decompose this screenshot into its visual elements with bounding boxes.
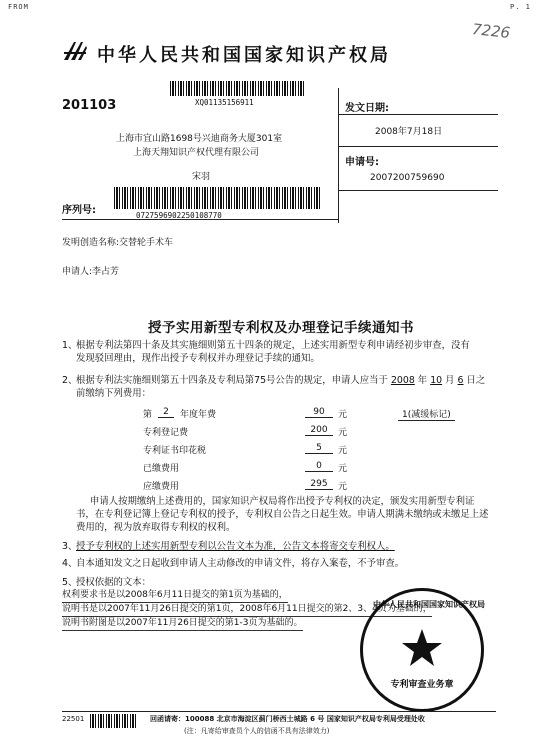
para1-number: 1、: [62, 340, 78, 351]
cnipa-logo-icon: [62, 40, 88, 62]
application-number-value: 2007200759690: [370, 173, 445, 183]
para1-line2: 发现驳回理由，现作出授予专利权并办理登记手续的通知。: [76, 353, 320, 364]
para2-number: 2、: [62, 375, 78, 386]
application-number-label: 申请号:: [345, 157, 379, 168]
barcode-bottom: [114, 187, 320, 209]
para2-line1: [76, 374, 485, 387]
footer-rule: [62, 711, 496, 712]
deadline-day: 6: [457, 375, 464, 386]
barcode-bottom-text: 0727596902250108770: [136, 211, 222, 220]
invention-name-row: [62, 235, 173, 248]
deadline-month: 10: [430, 375, 443, 386]
notice-title: 授予实用新型专利权及办理登记手续通知书: [148, 320, 414, 336]
fee-row1-year: 2: [158, 407, 174, 418]
applicant-row: [62, 264, 119, 277]
fee-row5-unit: 元: [338, 482, 348, 492]
fax-from: FROM: [8, 3, 29, 11]
fee-row1-note: 1(减缓标记): [398, 407, 455, 421]
fee-explanation-line3: 费用的，视为放弃取得专利权的权利。: [76, 522, 236, 533]
fee-row3-label: 专利证书印花税: [143, 446, 207, 456]
fee-row2-label: 专利登记费: [143, 428, 189, 438]
seal-bottom-text: 专利审查业务章: [390, 680, 454, 690]
para2-line1-d: 日之: [466, 375, 486, 386]
para5-number: 5、: [62, 577, 78, 588]
fee-row5-value: 295: [305, 479, 333, 490]
barcode-top: [170, 81, 306, 96]
deadline-year: 2008: [390, 375, 415, 386]
footer-barcode: [90, 714, 138, 728]
serial-label: 序列号:: [62, 205, 96, 216]
fee-row1-label-b: 年度年费: [180, 410, 217, 420]
fee-row3-unit: 元: [338, 446, 348, 456]
para2-line2: 前缴纳下列费用：: [76, 388, 152, 399]
footer-return: [150, 714, 425, 724]
para2-line1-a: 根据专利法实施细则第五十四条及专利局第75号公告的规定，申请人应当于: [76, 375, 388, 386]
footer-code: 22501: [62, 715, 85, 723]
fee-row2-unit: 元: [338, 428, 348, 438]
seal-text: 中华人民共和国国家知识产权局: [373, 600, 485, 609]
date-label: 发文日期:: [345, 103, 389, 114]
invention-name-label: 发明创造名称:: [62, 238, 120, 248]
fax-page: P. 1: [510, 3, 531, 11]
footer-return-address: 100088 北京市海淀区蓟门桥西土城路 6 号 国家知识产权局专利局受理处收: [185, 715, 425, 723]
fee-row2-value: 200: [305, 425, 333, 436]
fee-explanation-line2: 书，在专利登记簿上登记专利权的授予，专利权自公告之日起生效。申请人期满未缴纳或未缴足上述: [76, 509, 489, 520]
para2-line1-b: 年: [417, 375, 428, 386]
date-value-line: [338, 146, 498, 147]
basis-claims: 权利要求书是以2008年6月11日提交的第1页为基础的，: [62, 589, 288, 603]
applicant-value: 李占芳: [92, 267, 120, 277]
fee-row1-value: 90: [305, 407, 333, 418]
handwritten-note: 7226: [471, 20, 512, 42]
footer-note: (注：凡寄给审查员个人的信函不具有法律效力): [184, 727, 330, 735]
fee-row1-label-a: 第: [143, 410, 153, 420]
recipient-name: 宋羽: [192, 172, 211, 182]
code-left: 201103: [62, 98, 117, 113]
footer-return-label: 回函请寄：: [150, 715, 185, 723]
right-panel-divider: [338, 88, 339, 223]
office-name: 中华人民共和国国家知识产权局: [97, 45, 391, 66]
para1-line1: 根据专利法第四十条及其实施细则第五十四条的规定，上述实用新型专利申请经初步审查，没有: [76, 340, 470, 351]
fee-row4-unit: 元: [338, 464, 348, 474]
para3-number: 3、: [62, 541, 78, 552]
invention-name-value: 交替轮手术车: [119, 238, 174, 248]
official-seal: [360, 588, 484, 712]
address-line2: 上海天翔知识产权代理有限公司: [133, 148, 260, 158]
para4-number: 4、: [62, 558, 78, 569]
basis-description: 说明书是以2007年11月26日提交的第1页，2008年6月11日提交的第2、3、4页为基础的，: [62, 603, 432, 617]
fee-row1-unit: 元: [338, 410, 348, 420]
address-line1: 上海市宜山路1698号兴迪商务大厦301室: [116, 134, 283, 144]
fee-explanation-line1: 申请人按期缴纳上述费用的，国家知识产权局将作出授予专利权的决定，颁发实用新型专利证: [90, 496, 475, 507]
para2-line1-c: 月: [445, 375, 455, 386]
fee-row4-value: 0: [305, 461, 333, 472]
date-label-line: [338, 114, 498, 115]
para4-text: 自本通知发文之日起收到申请人主动修改的申请文件，将存入案卷，不予审查。: [76, 558, 405, 569]
app-number-line: [338, 190, 498, 191]
para5-title: 授权依据的文本：: [76, 577, 152, 588]
fee-row4-label: 已缴费用: [143, 464, 180, 474]
fee-row5-label: 应缴费用: [143, 482, 180, 492]
fee-row3-value: 5: [305, 443, 333, 454]
para3-text: 授予专利权的上述实用新型专利以公告文本为准，公告文本将寄交专利权人。: [76, 541, 395, 552]
date-value: 2008年7月18日: [375, 127, 443, 137]
barcode-top-text: XQ01135156911: [195, 98, 254, 107]
applicant-label: 申请人:: [62, 267, 93, 277]
basis-drawings: 说明书附图是以2007年11月26日提交的第1-3页为基础的。: [62, 617, 303, 631]
